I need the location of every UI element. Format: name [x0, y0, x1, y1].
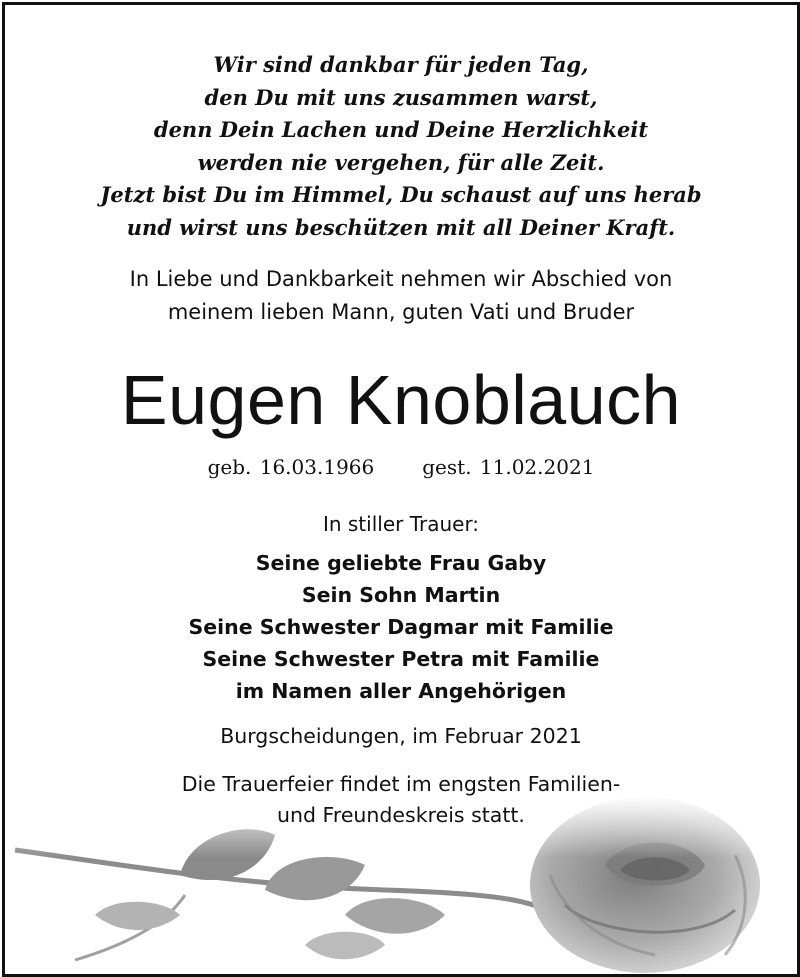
mourner-line: im Namen aller Angehörigen [235, 679, 567, 703]
obituary-card [2, 2, 800, 977]
farewell-intro [5, 263, 797, 329]
intro-line: In Liebe und Dankbarkeit nehmen wir Abschied von [129, 267, 673, 291]
poem-line: denn Dein Lachen und Deine Herzlichkeit [153, 117, 649, 142]
intro-line: meinem lieben Mann, guten Vati und Bruder [167, 300, 635, 324]
life-dates [5, 453, 797, 481]
mourner-line: Seine geliebte Frau Gaby [255, 551, 547, 575]
poem [5, 49, 797, 244]
poem-line: den Du mit uns zusammen warst, [204, 84, 598, 110]
ceremony-note [5, 769, 797, 831]
mourner-line: Sein Sohn Martin [301, 583, 501, 607]
mourners-list [5, 547, 797, 707]
poem-line: Wir sind dankbar für jeden Tag, [213, 52, 589, 77]
note-line: und Freundeskreis statt. [277, 803, 525, 827]
place-and-date: Burgscheidungen, im Februar 2021 [220, 724, 582, 748]
poem-line: werden nie vergehen, für alle Zeit. [197, 149, 605, 175]
birth-date: geb. 16.03.1966 [207, 455, 375, 479]
poem-line: Jetzt bist Du im Himmel, Du schaust auf uns herab [100, 182, 702, 207]
mourner-line: Seine Schwester Dagmar mit Familie [188, 615, 614, 639]
mourner-line: Seine Schwester Petra mit Familie [202, 647, 600, 671]
note-line: Die Trauerfeier findet im engsten Familien- [181, 772, 621, 796]
death-date: gest. 11.02.2021 [422, 455, 595, 479]
deceased-name: Eugen Knoblauch [120, 361, 682, 439]
poem-line: und wirst uns beschützen mit all Deiner Kraft. [126, 214, 676, 240]
mourning-label: In stiller Trauer: [322, 512, 480, 536]
